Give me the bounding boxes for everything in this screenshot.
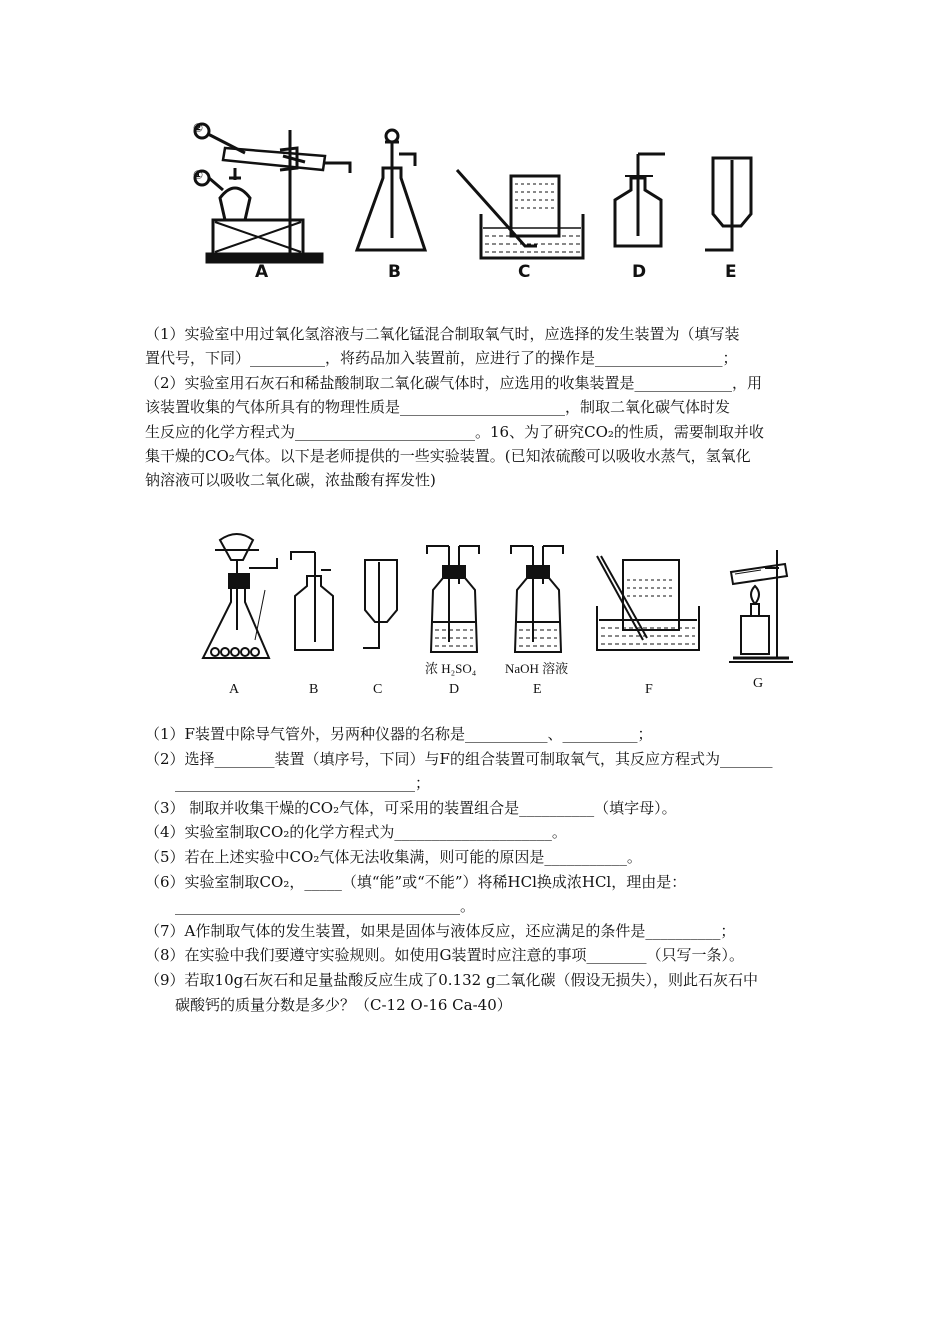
label-c1: C: [518, 262, 531, 282]
label-e1: E: [725, 262, 737, 282]
marker-1: ①: [193, 168, 204, 182]
apparatus-c2-inverted-bottle: [363, 560, 397, 648]
apparatus-a2-flask-with-funnel: [203, 534, 277, 658]
marker-2: ②: [193, 121, 204, 135]
label-f2: F: [645, 682, 653, 697]
apparatus-c1-water-trough: [457, 170, 583, 258]
apparatus-drawing-2: [195, 530, 805, 680]
section1-line-2: 置代号，下同）__________，将药品加入装置前，应进行了的操作是_________________；: [145, 349, 738, 368]
label-g2: G: [753, 676, 764, 691]
question-6: （6）实验室制取CO₂，_____（填“能”或“不能”）将稀HCl换成浓HCl，理由是：: [145, 872, 687, 891]
caption-d2: 浓 H₂SO₄: [425, 661, 477, 676]
apparatus-d1-gas-bottle: [615, 154, 665, 246]
label-d1: D: [632, 262, 647, 282]
label-d2: D: [449, 682, 460, 697]
section1-line-7: 钠溶液可以吸收二氧化碳，浓盐酸有挥发性): [145, 471, 436, 490]
apparatus-drawing-1: [185, 118, 770, 288]
section1-line-5: 生反应的化学方程式为________________________。16、为了研究CO₂的性质，需要制取并收: [145, 422, 764, 441]
question-2-cont: ________________________________；: [175, 774, 431, 793]
section1-line-3: （2）实验室用石灰石和稀盐酸制取二氧化碳气体时，应选用的收集装置是_____________，用: [145, 373, 763, 392]
apparatus-figure-2: [195, 530, 805, 705]
label-b1: B: [388, 262, 401, 282]
caption-e2: NaOH 溶液: [505, 661, 569, 676]
question-2: （2）选择________装置（填序号，下同）与F的组合装置可制取氧气，其反应方程式为_______: [145, 749, 773, 768]
apparatus-d2-wash-bottle-h2so4: [427, 546, 479, 652]
apparatus-a1-heating-setup: [195, 124, 350, 262]
apparatus-g2-heating-setup: [729, 550, 793, 662]
label-c2: C: [373, 682, 383, 697]
section1-text: [145, 322, 810, 493]
label-e2: E: [533, 682, 542, 697]
question-8: （8）在实验中我们要遵守实验规则。如使用G装置时应注意的事项________（只写一条）。: [145, 946, 745, 965]
question-9-cont: 碳酸钙的质量分数是多少？（C-12 O-16 Ca-40）: [175, 995, 512, 1014]
question-6-cont: ______________________________________。: [175, 897, 476, 916]
section1-line-6: 集干燥的CO₂气体。以下是老师提供的一些实验装置。(已知浓硫酸可以吸收水蒸气，氢氧化: [145, 447, 751, 466]
section2-questions: [145, 722, 825, 1017]
apparatus-f2-trough: [597, 556, 699, 650]
section1-line-4: 该装置收集的气体所具有的物理性质是______________________，制取二氧化碳气体时发: [145, 398, 731, 417]
question-9: （9）若取10g石灰石和足量盐酸反应生成了0.132 g二氧化碳（假设无损失），则此石灰石中: [145, 970, 759, 989]
question-7: （7）A作制取气体的发生装置，如果是固体与液体反应，还应满足的条件是__________；: [145, 921, 736, 940]
question-5: （5）若在上述实验中CO₂气体无法收集满，则可能的原因是___________。: [145, 847, 642, 866]
apparatus-e2-wash-bottle-naoh: [511, 546, 563, 652]
apparatus-b1-conical-flask: [357, 130, 425, 250]
label-a1: A: [255, 262, 269, 282]
section1-line-1: （1）实验室中用过氧化氢溶液与二氧化锰混合制取氧气时，应选择的发生装置为（填写装: [145, 325, 740, 343]
apparatus-b2-gas-bottle: [291, 552, 333, 650]
question-1: （1）F装置中除导气管外，另两种仪器的名称是___________、__________；: [145, 725, 653, 743]
apparatus-e1-inverted-bottle: [705, 158, 751, 250]
label-a2: A: [229, 682, 240, 697]
apparatus-figure-1: [185, 118, 770, 288]
question-4: （4）实验室制取CO₂的化学方程式为_____________________。: [145, 823, 567, 842]
label-b2: B: [309, 682, 319, 697]
question-3: （3） 制取并收集干燥的CO₂气体，可采用的装置组合是__________（填字母）。: [145, 798, 677, 817]
